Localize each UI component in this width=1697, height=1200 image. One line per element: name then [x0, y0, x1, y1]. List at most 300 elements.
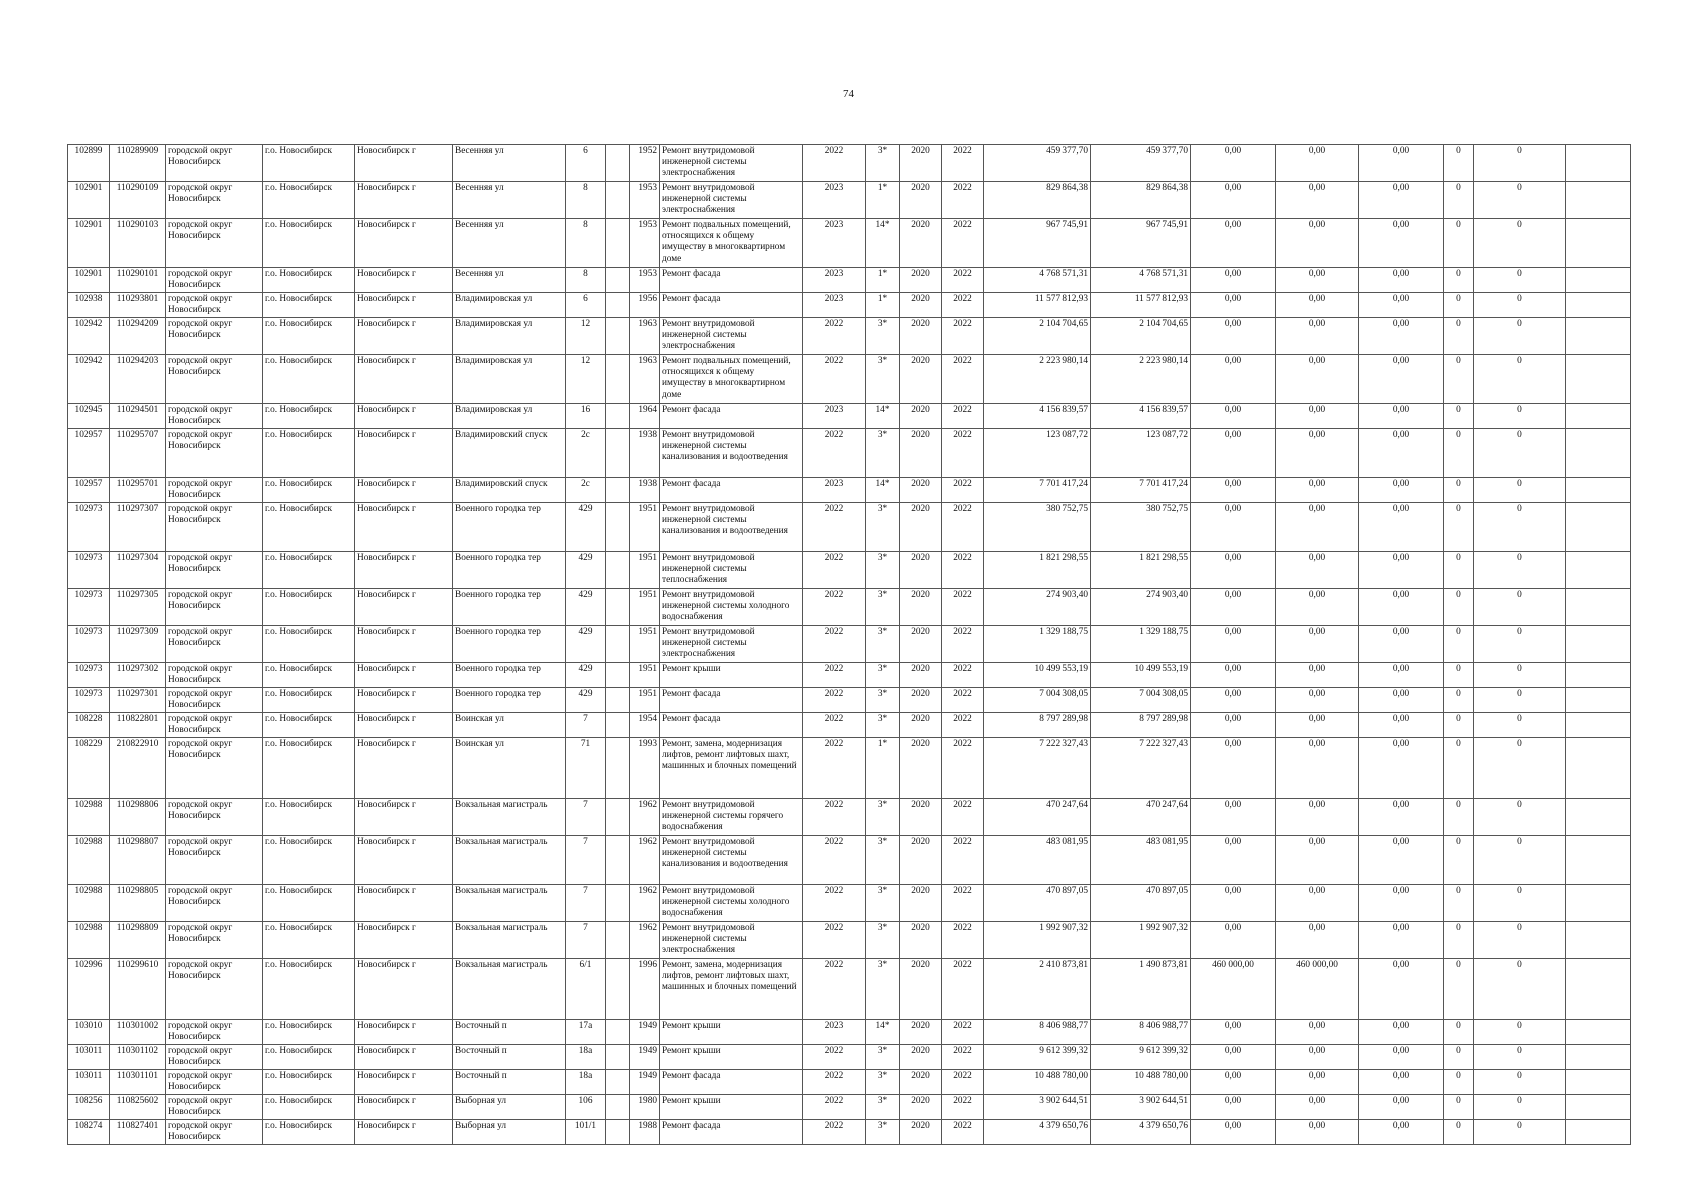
table-row [68, 293, 1631, 318]
cell-building [606, 429, 630, 478]
cell-construction-year: 1993 [630, 738, 660, 799]
cell-total-cost: 829 864,38 [984, 182, 1091, 219]
cell-period-end: 2022 [942, 663, 984, 688]
cell-fund-cost: 8 406 988,77 [1091, 1020, 1191, 1045]
cell-total-cost: 274 903,40 [984, 589, 1091, 626]
cell-priority: 3* [866, 688, 900, 713]
cell-locality: Новосибирск г [355, 404, 453, 429]
cell-locality: Новосибирск г [355, 663, 453, 688]
cell-construction-year: 1962 [630, 799, 660, 836]
cell-construction-year: 1949 [630, 1070, 660, 1095]
table-row [68, 1070, 1631, 1095]
cell-work-type: Ремонт внутридомовой инженерной системы электроснабжения [660, 626, 803, 663]
cell-period-end: 2022 [942, 922, 984, 959]
cell-flag-a: 0 [1444, 293, 1474, 318]
cell-flag-b: 0 [1474, 626, 1566, 663]
cell-house-number: 429 [566, 626, 606, 663]
cell-owners-cost: 0,00 [1359, 552, 1444, 589]
cell-fund-cost: 483 081,95 [1091, 836, 1191, 885]
cell-construction-year: 1951 [630, 626, 660, 663]
cell-total-cost: 4 768 571,31 [984, 268, 1091, 293]
cell-budget-cost: 0,00 [1191, 713, 1276, 738]
cell-priority: 1* [866, 738, 900, 799]
cell-flag-a: 0 [1444, 1020, 1474, 1045]
cell-priority: 14* [866, 219, 900, 268]
cell-owners-cost: 0,00 [1359, 885, 1444, 922]
cell-regional-cost: 0,00 [1276, 404, 1359, 429]
cell-work-type: Ремонт крыши [660, 1020, 803, 1045]
cell-locality: Новосибирск г [355, 429, 453, 478]
cell-building [606, 663, 630, 688]
cell-locality: Новосибирск г [355, 738, 453, 799]
cell-settlement: г.о. Новосибирск [263, 503, 355, 552]
cell-building [606, 268, 630, 293]
cell-object-code: 110822801 [110, 713, 166, 738]
cell-municipal-district: городской округ Новосибирск [166, 219, 263, 268]
cell-priority: 3* [866, 355, 900, 404]
cell-flag-a: 0 [1444, 503, 1474, 552]
cell-plan-year: 2022 [803, 589, 866, 626]
cell-municipal-district: городской округ Новосибирск [166, 503, 263, 552]
cell-period-start: 2020 [900, 713, 942, 738]
cell-locality: Новосибирск г [355, 1120, 453, 1145]
cell-plan-year: 2022 [803, 922, 866, 959]
cell-budget-cost: 0,00 [1191, 293, 1276, 318]
cell-construction-year: 1938 [630, 429, 660, 478]
cell-owners-cost: 0,00 [1359, 1120, 1444, 1145]
cell-budget-cost: 0,00 [1191, 589, 1276, 626]
cell-flag-b: 0 [1474, 182, 1566, 219]
cell-flag-b: 0 [1474, 663, 1566, 688]
cell-row-id: 102901 [68, 219, 110, 268]
cell-work-type: Ремонт фасада [660, 1070, 803, 1095]
table-row [68, 1045, 1631, 1070]
cell-period-start: 2020 [900, 404, 942, 429]
cell-locality: Новосибирск г [355, 589, 453, 626]
cell-municipal-district: городской округ Новосибирск [166, 293, 263, 318]
cell-row-id: 102988 [68, 885, 110, 922]
cell-note [1566, 663, 1631, 688]
cell-plan-year: 2022 [803, 429, 866, 478]
cell-work-type: Ремонт, замена, модернизация лифтов, ремонт лифтовых шахт, машинных и блочных помещений [660, 959, 803, 1020]
cell-period-start: 2020 [900, 182, 942, 219]
cell-object-code: 110289909 [110, 145, 166, 182]
cell-priority: 3* [866, 922, 900, 959]
cell-object-code: 110298805 [110, 885, 166, 922]
cell-house-number: 7 [566, 713, 606, 738]
cell-municipal-district: городской округ Новосибирск [166, 1020, 263, 1045]
cell-object-code: 110299610 [110, 959, 166, 1020]
cell-locality: Новосибирск г [355, 293, 453, 318]
cell-municipal-district: городской округ Новосибирск [166, 663, 263, 688]
cell-note [1566, 922, 1631, 959]
cell-settlement: г.о. Новосибирск [263, 1095, 355, 1120]
cell-settlement: г.о. Новосибирск [263, 1045, 355, 1070]
cell-fund-cost: 8 797 289,98 [1091, 713, 1191, 738]
cell-building [606, 836, 630, 885]
cell-settlement: г.о. Новосибирск [263, 836, 355, 885]
cell-object-code: 110297301 [110, 688, 166, 713]
cell-settlement: г.о. Новосибирск [263, 922, 355, 959]
cell-priority: 3* [866, 589, 900, 626]
cell-settlement: г.о. Новосибирск [263, 404, 355, 429]
cell-regional-cost: 0,00 [1276, 268, 1359, 293]
cell-total-cost: 470 897,05 [984, 885, 1091, 922]
cell-construction-year: 1962 [630, 836, 660, 885]
cell-building [606, 293, 630, 318]
cell-total-cost: 3 902 644,51 [984, 1095, 1091, 1120]
cell-note [1566, 1095, 1631, 1120]
cell-note [1566, 429, 1631, 478]
cell-period-start: 2020 [900, 503, 942, 552]
cell-total-cost: 10 499 553,19 [984, 663, 1091, 688]
table-row [68, 663, 1631, 688]
cell-street: Вокзальная магистраль [453, 885, 566, 922]
cell-work-type: Ремонт подвальных помещений, относящихся к общему имуществу в многоквартирном доме [660, 355, 803, 404]
cell-settlement: г.о. Новосибирск [263, 663, 355, 688]
cell-street: Выборная ул [453, 1120, 566, 1145]
cell-flag-a: 0 [1444, 1070, 1474, 1095]
cell-budget-cost: 0,00 [1191, 799, 1276, 836]
cell-locality: Новосибирск г [355, 1070, 453, 1095]
table-row [68, 318, 1631, 355]
table-row [68, 1120, 1631, 1145]
cell-priority: 3* [866, 799, 900, 836]
cell-budget-cost: 0,00 [1191, 503, 1276, 552]
cell-plan-year: 2022 [803, 355, 866, 404]
cell-total-cost: 967 745,91 [984, 219, 1091, 268]
cell-owners-cost: 0,00 [1359, 922, 1444, 959]
cell-street: Владимировская ул [453, 318, 566, 355]
cell-note [1566, 799, 1631, 836]
cell-owners-cost: 0,00 [1359, 1095, 1444, 1120]
cell-flag-a: 0 [1444, 478, 1474, 503]
cell-street: Весенняя ул [453, 145, 566, 182]
cell-regional-cost: 0,00 [1276, 1020, 1359, 1045]
cell-owners-cost: 0,00 [1359, 145, 1444, 182]
cell-street: Военного городка тер [453, 663, 566, 688]
cell-building [606, 355, 630, 404]
cell-construction-year: 1963 [630, 318, 660, 355]
cell-priority: 3* [866, 836, 900, 885]
cell-total-cost: 2 410 873,81 [984, 959, 1091, 1020]
cell-regional-cost: 0,00 [1276, 478, 1359, 503]
cell-settlement: г.о. Новосибирск [263, 738, 355, 799]
cell-fund-cost: 7 701 417,24 [1091, 478, 1191, 503]
cell-period-start: 2020 [900, 1095, 942, 1120]
cell-period-end: 2022 [942, 355, 984, 404]
cell-street: Выборная ул [453, 1095, 566, 1120]
cell-regional-cost: 0,00 [1276, 145, 1359, 182]
cell-note [1566, 589, 1631, 626]
cell-municipal-district: городской округ Новосибирск [166, 404, 263, 429]
cell-owners-cost: 0,00 [1359, 1070, 1444, 1095]
cell-flag-b: 0 [1474, 836, 1566, 885]
cell-period-start: 2020 [900, 1020, 942, 1045]
cell-plan-year: 2022 [803, 1120, 866, 1145]
cell-construction-year: 1951 [630, 663, 660, 688]
cell-building [606, 145, 630, 182]
cell-work-type: Ремонт фасада [660, 713, 803, 738]
cell-object-code: 210822910 [110, 738, 166, 799]
cell-owners-cost: 0,00 [1359, 404, 1444, 429]
cell-note [1566, 552, 1631, 589]
cell-fund-cost: 2 223 980,14 [1091, 355, 1191, 404]
cell-flag-b: 0 [1474, 429, 1566, 478]
cell-plan-year: 2023 [803, 404, 866, 429]
cell-flag-a: 0 [1444, 404, 1474, 429]
cell-priority: 3* [866, 959, 900, 1020]
cell-row-id: 102988 [68, 836, 110, 885]
cell-regional-cost: 0,00 [1276, 885, 1359, 922]
cell-building [606, 404, 630, 429]
cell-fund-cost: 829 864,38 [1091, 182, 1191, 219]
cell-construction-year: 1949 [630, 1020, 660, 1045]
cell-regional-cost: 0,00 [1276, 1070, 1359, 1095]
cell-street: Военного городка тер [453, 552, 566, 589]
cell-house-number: 6 [566, 293, 606, 318]
cell-regional-cost: 0,00 [1276, 738, 1359, 799]
cell-row-id: 102901 [68, 268, 110, 293]
cell-note [1566, 836, 1631, 885]
cell-budget-cost: 0,00 [1191, 885, 1276, 922]
cell-construction-year: 1951 [630, 589, 660, 626]
cell-object-code: 110294209 [110, 318, 166, 355]
cell-flag-b: 0 [1474, 503, 1566, 552]
cell-owners-cost: 0,00 [1359, 182, 1444, 219]
cell-fund-cost: 470 247,64 [1091, 799, 1191, 836]
cell-work-type: Ремонт фасада [660, 268, 803, 293]
cell-priority: 14* [866, 478, 900, 503]
cell-owners-cost: 0,00 [1359, 355, 1444, 404]
cell-plan-year: 2022 [803, 885, 866, 922]
cell-work-type: Ремонт внутридомовой инженерной системы канализования и водоотведения [660, 429, 803, 478]
cell-period-end: 2022 [942, 145, 984, 182]
cell-note [1566, 1020, 1631, 1045]
cell-street: Вокзальная магистраль [453, 799, 566, 836]
table-row [68, 836, 1631, 885]
cell-row-id: 102973 [68, 688, 110, 713]
cell-note [1566, 145, 1631, 182]
table-row [68, 922, 1631, 959]
cell-fund-cost: 2 104 704,65 [1091, 318, 1191, 355]
cell-building [606, 713, 630, 738]
cell-construction-year: 1953 [630, 268, 660, 293]
cell-municipal-district: городской округ Новосибирск [166, 836, 263, 885]
cell-plan-year: 2022 [803, 1045, 866, 1070]
cell-period-end: 2022 [942, 503, 984, 552]
cell-house-number: 16 [566, 404, 606, 429]
cell-house-number: 8 [566, 182, 606, 219]
cell-fund-cost: 274 903,40 [1091, 589, 1191, 626]
cell-work-type: Ремонт внутридомовой инженерной системы электроснабжения [660, 318, 803, 355]
cell-period-end: 2022 [942, 293, 984, 318]
cell-house-number: 12 [566, 318, 606, 355]
cell-house-number: 2с [566, 478, 606, 503]
cell-fund-cost: 9 612 399,32 [1091, 1045, 1191, 1070]
cell-municipal-district: городской округ Новосибирск [166, 713, 263, 738]
cell-building [606, 1020, 630, 1045]
cell-settlement: г.о. Новосибирск [263, 1020, 355, 1045]
cell-flag-a: 0 [1444, 429, 1474, 478]
cell-fund-cost: 967 745,91 [1091, 219, 1191, 268]
cell-period-start: 2020 [900, 1070, 942, 1095]
table-row [68, 404, 1631, 429]
cell-note [1566, 738, 1631, 799]
cell-period-start: 2020 [900, 799, 942, 836]
cell-house-number: 18а [566, 1070, 606, 1095]
cell-period-end: 2022 [942, 589, 984, 626]
cell-work-type: Ремонт крыши [660, 1045, 803, 1070]
cell-period-start: 2020 [900, 1120, 942, 1145]
cell-municipal-district: городской округ Новосибирск [166, 429, 263, 478]
cell-building [606, 799, 630, 836]
cell-fund-cost: 123 087,72 [1091, 429, 1191, 478]
cell-locality: Новосибирск г [355, 922, 453, 959]
cell-priority: 3* [866, 503, 900, 552]
cell-fund-cost: 4 379 650,76 [1091, 1120, 1191, 1145]
cell-plan-year: 2022 [803, 688, 866, 713]
cell-flag-a: 0 [1444, 885, 1474, 922]
cell-settlement: г.о. Новосибирск [263, 626, 355, 663]
cell-settlement: г.о. Новосибирск [263, 885, 355, 922]
cell-construction-year: 1963 [630, 355, 660, 404]
cell-locality: Новосибирск г [355, 1045, 453, 1070]
cell-flag-a: 0 [1444, 738, 1474, 799]
cell-settlement: г.о. Новосибирск [263, 219, 355, 268]
cell-flag-b: 0 [1474, 478, 1566, 503]
cell-building [606, 1095, 630, 1120]
cell-flag-a: 0 [1444, 688, 1474, 713]
cell-regional-cost: 0,00 [1276, 318, 1359, 355]
cell-plan-year: 2023 [803, 268, 866, 293]
cell-period-start: 2020 [900, 478, 942, 503]
cell-plan-year: 2023 [803, 219, 866, 268]
cell-owners-cost: 0,00 [1359, 318, 1444, 355]
cell-street: Владимировский спуск [453, 429, 566, 478]
cell-work-type: Ремонт крыши [660, 663, 803, 688]
cell-construction-year: 1996 [630, 959, 660, 1020]
cell-fund-cost: 10 499 553,19 [1091, 663, 1191, 688]
cell-total-cost: 123 087,72 [984, 429, 1091, 478]
cell-regional-cost: 0,00 [1276, 922, 1359, 959]
cell-fund-cost: 7 222 327,43 [1091, 738, 1191, 799]
cell-row-id: 102899 [68, 145, 110, 182]
cell-settlement: г.о. Новосибирск [263, 268, 355, 293]
cell-flag-b: 0 [1474, 293, 1566, 318]
cell-flag-b: 0 [1474, 688, 1566, 713]
cell-note [1566, 404, 1631, 429]
cell-owners-cost: 0,00 [1359, 1020, 1444, 1045]
cell-priority: 3* [866, 318, 900, 355]
table-row [68, 713, 1631, 738]
cell-locality: Новосибирск г [355, 626, 453, 663]
cell-construction-year: 1951 [630, 552, 660, 589]
cell-locality: Новосибирск г [355, 1095, 453, 1120]
cell-regional-cost: 0,00 [1276, 429, 1359, 478]
cell-house-number: 2с [566, 429, 606, 478]
cell-flag-b: 0 [1474, 1070, 1566, 1095]
cell-budget-cost: 0,00 [1191, 1020, 1276, 1045]
cell-period-start: 2020 [900, 626, 942, 663]
cell-object-code: 110290101 [110, 268, 166, 293]
cell-building [606, 589, 630, 626]
cell-construction-year: 1938 [630, 478, 660, 503]
cell-construction-year: 1988 [630, 1120, 660, 1145]
cell-period-start: 2020 [900, 219, 942, 268]
cell-regional-cost: 0,00 [1276, 589, 1359, 626]
cell-flag-b: 0 [1474, 799, 1566, 836]
cell-street: Весенняя ул [453, 219, 566, 268]
cell-municipal-district: городской округ Новосибирск [166, 1095, 263, 1120]
cell-flag-b: 0 [1474, 1045, 1566, 1070]
cell-object-code: 110297307 [110, 503, 166, 552]
table-row [68, 429, 1631, 478]
cell-row-id: 102973 [68, 552, 110, 589]
cell-period-end: 2022 [942, 219, 984, 268]
cell-owners-cost: 0,00 [1359, 799, 1444, 836]
cell-priority: 14* [866, 1020, 900, 1045]
cell-priority: 3* [866, 145, 900, 182]
cell-street: Вокзальная магистраль [453, 836, 566, 885]
cell-note [1566, 1070, 1631, 1095]
cell-work-type: Ремонт внутридомовой инженерной системы горячего водоснабжения [660, 799, 803, 836]
cell-budget-cost: 0,00 [1191, 355, 1276, 404]
cell-budget-cost: 0,00 [1191, 145, 1276, 182]
cell-note [1566, 268, 1631, 293]
cell-priority: 1* [866, 293, 900, 318]
cell-house-number: 101/1 [566, 1120, 606, 1145]
cell-flag-a: 0 [1444, 219, 1474, 268]
table-row [68, 626, 1631, 663]
cell-budget-cost: 0,00 [1191, 268, 1276, 293]
cell-fund-cost: 7 004 308,05 [1091, 688, 1191, 713]
cell-plan-year: 2022 [803, 145, 866, 182]
cell-budget-cost: 0,00 [1191, 429, 1276, 478]
cell-flag-a: 0 [1444, 552, 1474, 589]
cell-flag-b: 0 [1474, 589, 1566, 626]
cell-flag-b: 0 [1474, 1095, 1566, 1120]
cell-settlement: г.о. Новосибирск [263, 589, 355, 626]
cell-municipal-district: городской округ Новосибирск [166, 799, 263, 836]
cell-owners-cost: 0,00 [1359, 503, 1444, 552]
cell-street: Восточный п [453, 1020, 566, 1045]
cell-plan-year: 2022 [803, 738, 866, 799]
cell-house-number: 7 [566, 799, 606, 836]
cell-street: Владимировская ул [453, 293, 566, 318]
cell-total-cost: 8 406 988,77 [984, 1020, 1091, 1045]
cell-total-cost: 4 156 839,57 [984, 404, 1091, 429]
cell-flag-b: 0 [1474, 713, 1566, 738]
cell-priority: 3* [866, 1095, 900, 1120]
cell-fund-cost: 10 488 780,00 [1091, 1070, 1191, 1095]
cell-plan-year: 2022 [803, 836, 866, 885]
cell-object-code: 110298806 [110, 799, 166, 836]
cell-locality: Новосибирск г [355, 552, 453, 589]
cell-budget-cost: 0,00 [1191, 836, 1276, 885]
cell-locality: Новосибирск г [355, 318, 453, 355]
cell-row-id: 102942 [68, 318, 110, 355]
cell-street: Владимировская ул [453, 355, 566, 404]
cell-settlement: г.о. Новосибирск [263, 478, 355, 503]
cell-owners-cost: 0,00 [1359, 219, 1444, 268]
cell-budget-cost: 0,00 [1191, 404, 1276, 429]
cell-period-end: 2022 [942, 1045, 984, 1070]
cell-locality: Новосибирск г [355, 799, 453, 836]
cell-building [606, 959, 630, 1020]
cell-plan-year: 2022 [803, 959, 866, 1020]
cell-period-start: 2020 [900, 959, 942, 1020]
